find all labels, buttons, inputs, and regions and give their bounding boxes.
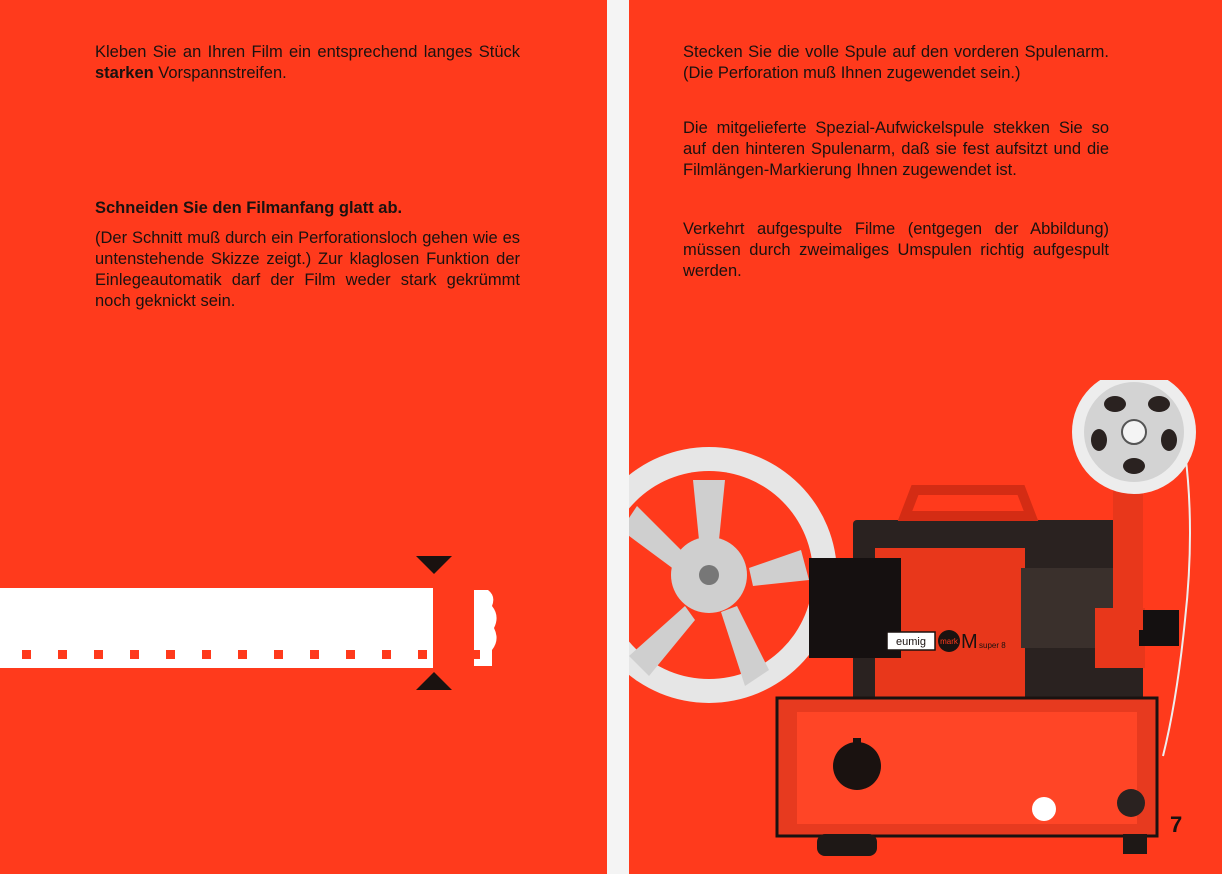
leader-text-bold: starken [95, 64, 154, 82]
takeup-reel-instruction: Die mitgelieferte Spezial-Aufwickelspule stekken Sie so auf den hinteren Spulenarm, daß sie fest aufsitzt und die Filmlängen-Markierung Ihnen zugewendet ist. [683, 119, 1109, 179]
page-number: 7 [1170, 812, 1183, 837]
model-suffix: super 8 [979, 641, 1006, 650]
front-reel-instruction: Stecken Sie die volle Spule auf den vorderen Spulenarm. (Die Perforation muß Ihnen zugewendet sein.) [683, 43, 1109, 82]
rewind-instruction: Verkehrt aufgespulte Filme (entgegen der Abbildung) müssen durch zweimaliges Umspulen richtig aufgespult werden. [683, 220, 1109, 280]
cut-marker-bottom-icon [416, 672, 452, 690]
cut-heading: Schneiden Sie den Filmanfang glatt ab. [95, 199, 403, 217]
right-page [629, 0, 1222, 874]
model-letter: M [961, 631, 978, 653]
front-reel-icon [629, 447, 837, 703]
brand-name: eumig [896, 636, 926, 648]
cut-instruction: (Der Schnitt muß durch ein Perforationsloch gehen wie es untenstehende Skizze zeigt.) Zur klaglosen Funktion der Einlegeautomatik darf der Film weder stark gekrümmt noch geknickt sein. [95, 229, 520, 310]
left-page [0, 0, 607, 874]
leader-text-end: Vorspannstreifen. [153, 64, 287, 82]
cut-marker-top-icon [416, 556, 452, 574]
film-path-icon [1163, 452, 1190, 756]
projector-illustration [629, 380, 1222, 874]
takeup-reel-icon [1072, 380, 1196, 494]
rear-reel-arm [1113, 480, 1143, 630]
leader-text-start: Kleben Sie an Ihren Film ein entsprechend langes Stück [95, 43, 520, 61]
model-badge: mark [940, 637, 958, 646]
film-strip-diagram [0, 550, 607, 700]
leader-strip-instruction [95, 42, 520, 84]
